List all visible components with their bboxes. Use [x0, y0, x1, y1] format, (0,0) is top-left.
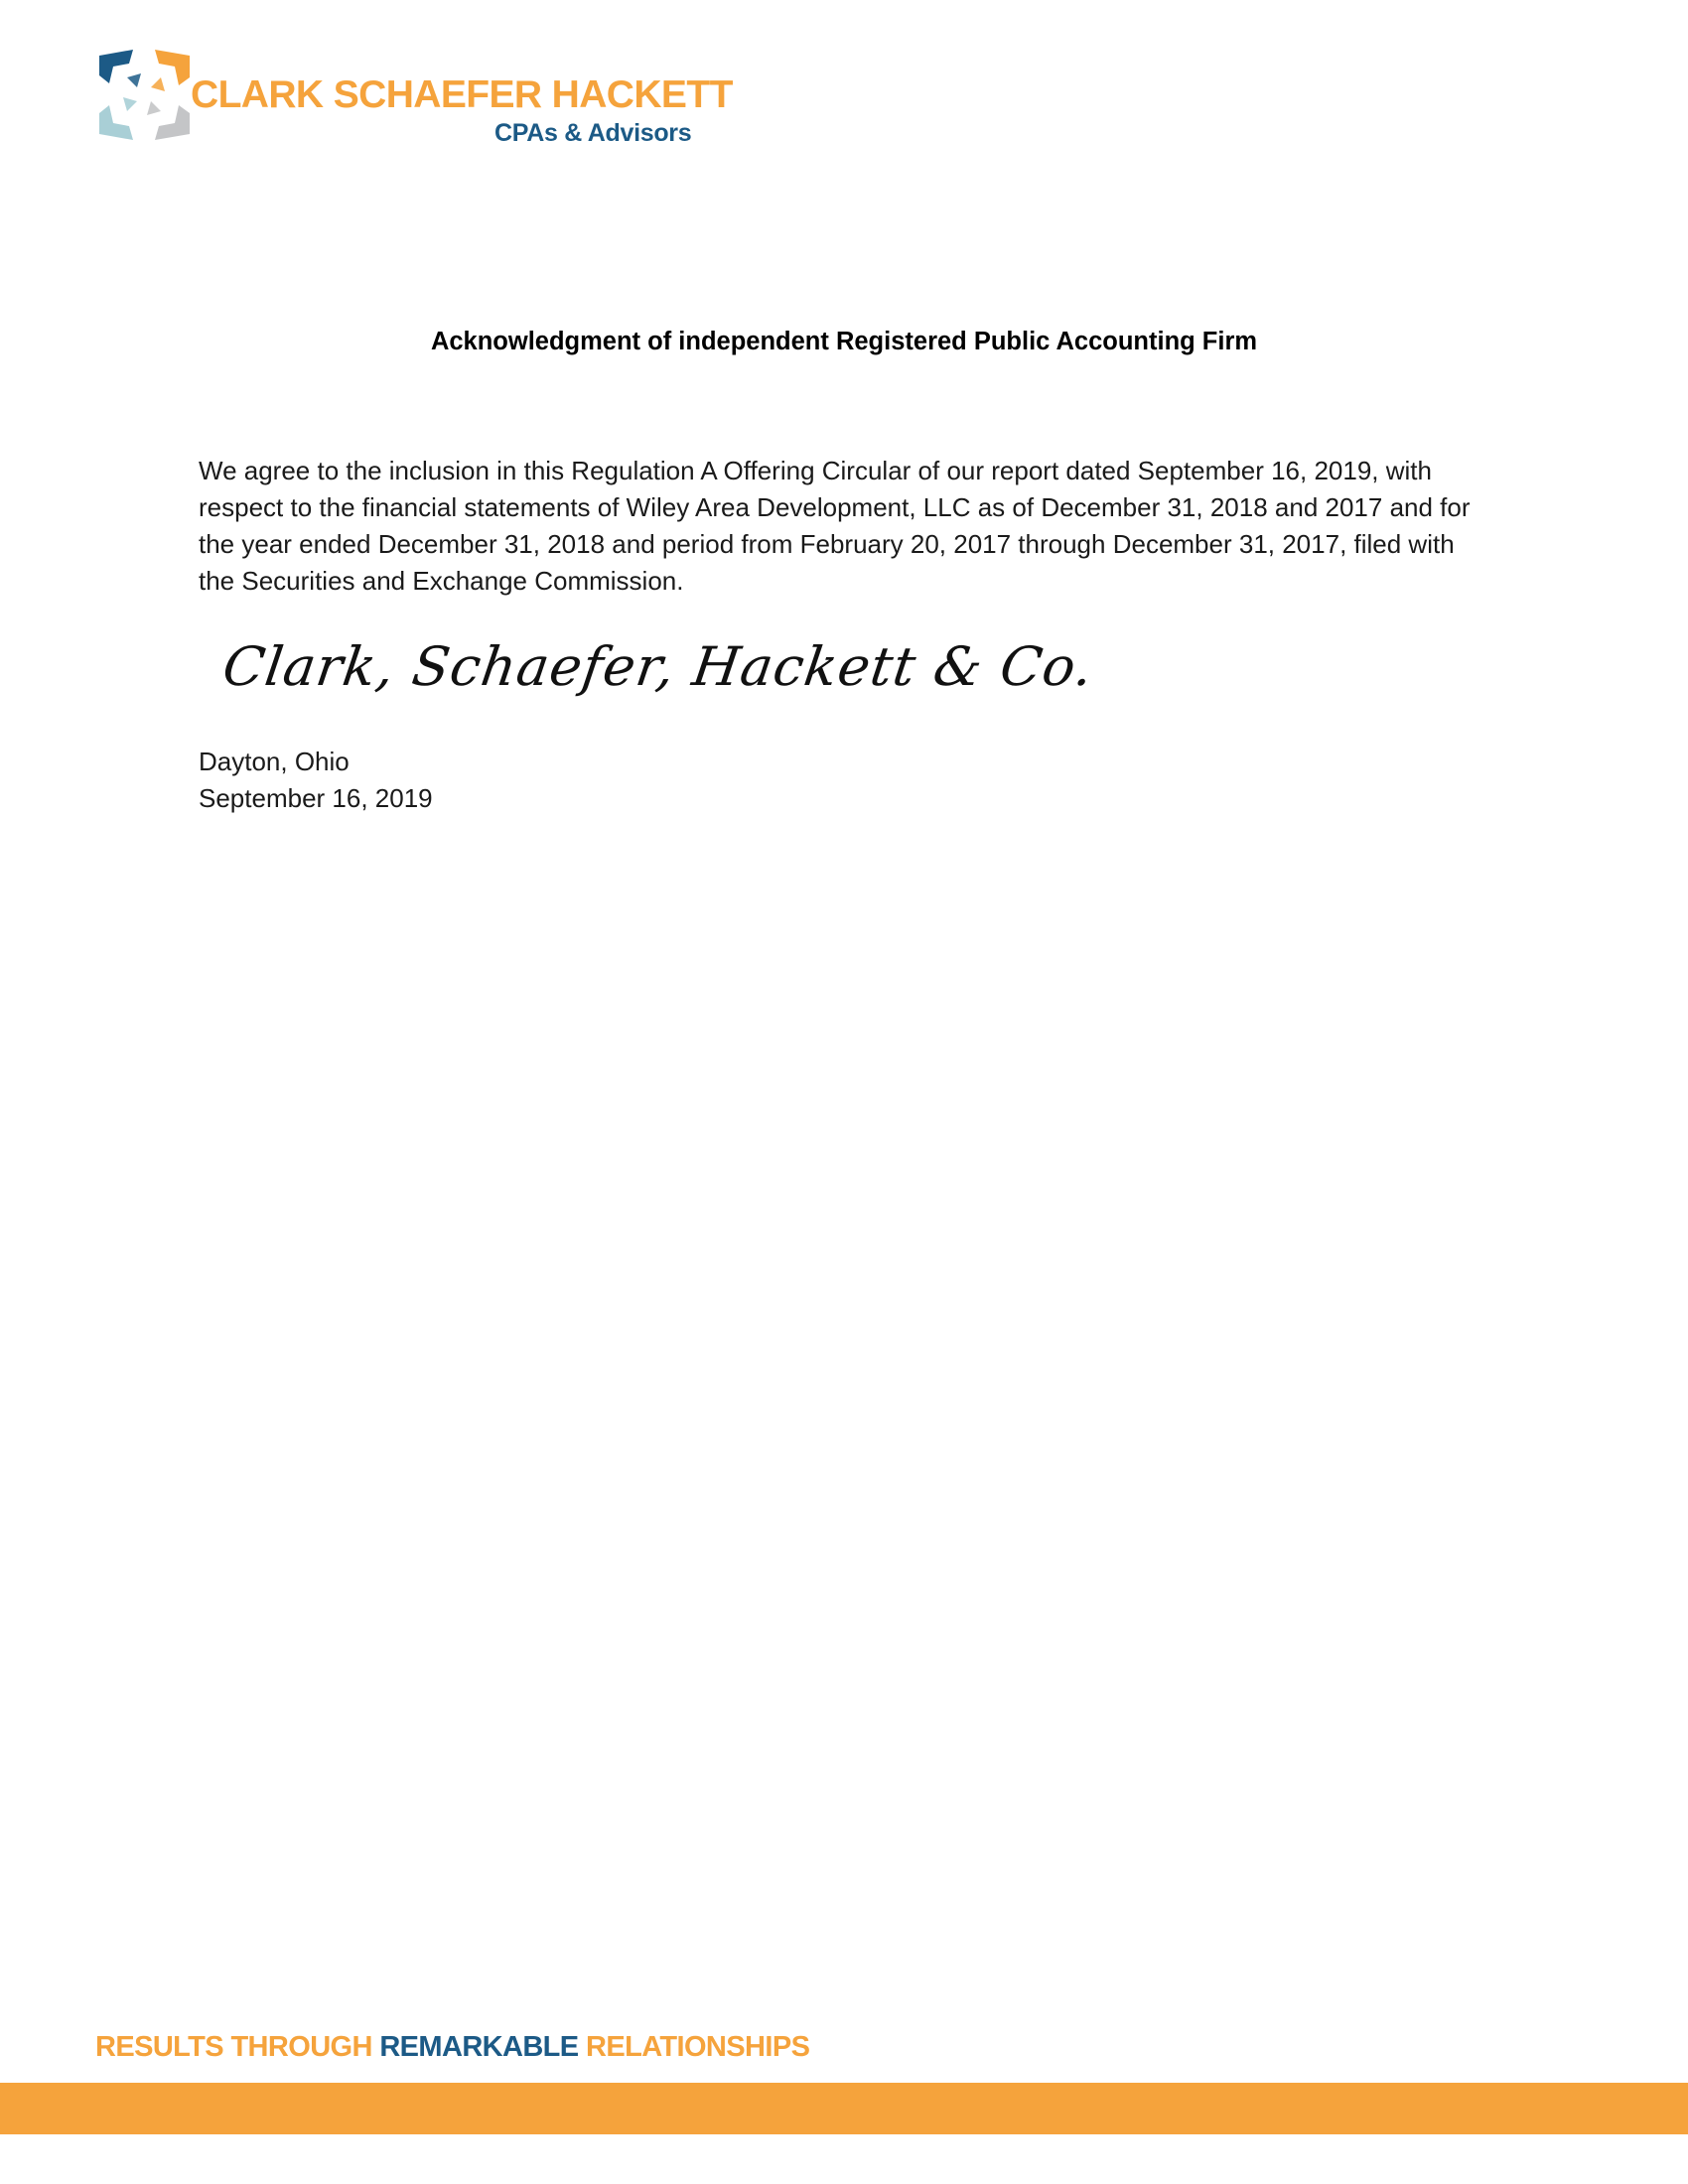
signature-block — [199, 744, 433, 817]
svg-text:Clark, Schaefer, Hackett & Co.: Clark, Schaefer, Hackett & Co. — [218, 635, 1098, 698]
logo-subtitle: CPAs & Advisors — [494, 119, 692, 147]
company-logo — [97, 48, 733, 147]
tagline-results-through: RESULTS THROUGH — [95, 2031, 372, 2063]
date-text: September 16, 2019 — [199, 783, 433, 813]
signature — [218, 625, 1098, 715]
logo-company-name: CLARK SCHAEFER HACKETT — [191, 73, 733, 116]
location-text: Dayton, Ohio — [199, 747, 350, 776]
logo-mark-icon — [97, 48, 192, 142]
tagline-remarkable: REMARKABLE — [379, 2031, 579, 2063]
footer-bar — [0, 2083, 1688, 2134]
document-title: Acknowledgment of independent Registered Public Accounting Firm — [430, 328, 1258, 355]
footer-tagline — [95, 2031, 809, 2064]
document-body: We agree to the inclusion in this Regulation A Offering Circular of our report dated September 16, 2019, with respect to the financial statements of Wiley Area Development, LLC as of December 31, 2018 and 2017 and for the year ended December 31, 2018 and period from February 20, 2017 through December 31, 2017, filed with the Securities and Exchange Commission. — [199, 456, 1471, 596]
tagline-relationships: RELATIONSHIPS — [586, 2031, 810, 2063]
signature-icon — [218, 625, 1098, 715]
